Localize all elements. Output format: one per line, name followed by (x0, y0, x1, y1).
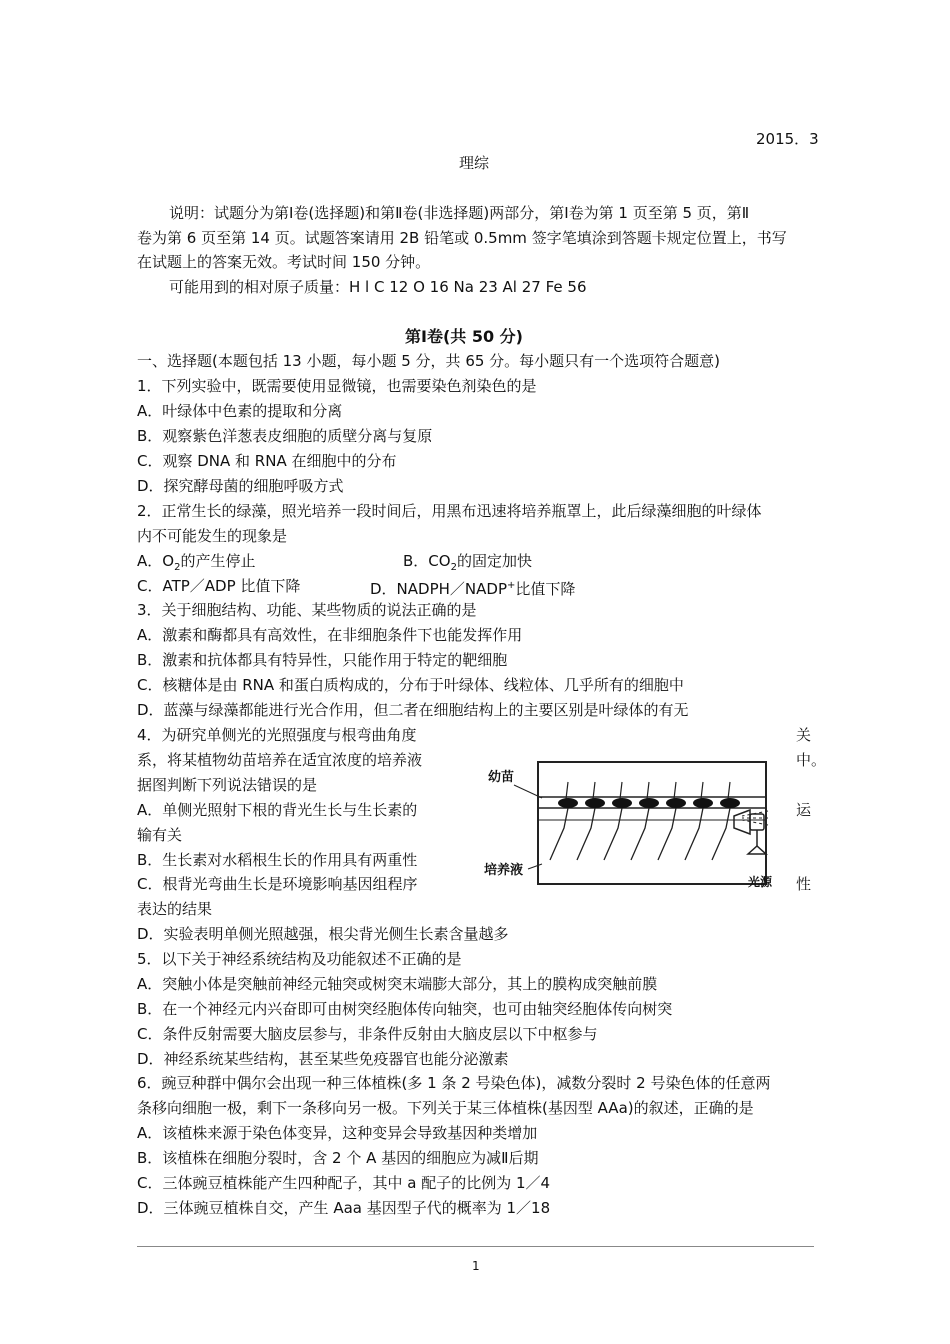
q3-stem: 3．关于细胞结构、功能、某些物质的说法正确的是 (137, 601, 477, 619)
q2-stem-line-2: 内不可能发生的现象是 (137, 527, 288, 545)
q5-option-d: D．神经系统某些结构，甚至某些免疫器官也能分泌激素 (137, 1050, 509, 1068)
q2-option-a: A．$O_2$的产生停止 (137, 552, 256, 573)
q4-stem-line-2-tail: 中。 (796, 751, 827, 769)
atomic-masses: 可能用到的相对原子质量：H l C 12 O 16 Na 23 Al 27 Fe 56 (169, 278, 587, 296)
q4-option-c-line-1-tail: 性 (796, 875, 812, 893)
q4-stem-line-3: 据图判断下列说法错误的是 (137, 776, 318, 794)
q4-option-c-line-2: 表达的结果 (137, 900, 213, 918)
q6-option-b: B．该植株在细胞分裂时，含 2 个 A 基因的细胞应为减Ⅱ后期 (137, 1149, 539, 1167)
q1-option-b: B．观察紫色洋葱表皮细胞的质壁分离与复原 (137, 427, 433, 445)
q6-stem-line-1: 6．豌豆种群中偶尔会出现一种三体植株(多 1 条 2 号染色体)，减数分裂时 2 号染色体的任意两 (137, 1074, 771, 1092)
instructions-line-1: 说明：试题分为第Ⅰ卷(选择题)和第Ⅱ卷(非选择题)两部分，第Ⅰ卷为第 1 页至第 5 页，第Ⅱ (169, 204, 750, 222)
q5-option-c: C．条件反射需要大脑皮层参与，非条件反射由大脑皮层以下中枢参与 (137, 1025, 598, 1043)
page-number: 1 (472, 1259, 480, 1273)
bent-roots (550, 808, 730, 860)
q6-option-a: A．该植株来源于染色体变异，这种变异会导致基因种类增加 (137, 1124, 538, 1142)
instructions-line-3: 在试题上的答案无效。考试时间 150 分钟。 (137, 253, 431, 271)
q4-option-a-line-1-tail: 运 (796, 801, 812, 819)
q3-option-d: D．蓝藻与绿藻都能进行光合作用，但二者在细胞结构上的主要区别是叶绿体的有无 (137, 701, 689, 719)
exam-date: 2015．3 (756, 130, 819, 148)
q4-stem-line-2: 系，将某植物幼苗培养在适宜浓度的培养液 (137, 751, 423, 769)
part-one-heading: 一、选择题(本题包括 13 小题，每小题 5 分，共 65 分。每小题只有一个选项符合题意) (137, 352, 721, 370)
q4-option-d: D．实验表明单侧光照越强，根尖背光侧生长素含量越多 (137, 925, 509, 943)
q2-option-b: B．$CO_2$的固定加快 (403, 552, 532, 573)
instructions-line-2: 卷为第 6 页至第 14 页。试题答案请用 2B 铅笔或 0.5mm 签字笔填涂到答题卡规定位置上，书写 (137, 229, 787, 247)
section-title: 第Ⅰ卷(共 50 分) (405, 327, 523, 346)
solution-label-pointer (528, 864, 542, 869)
q4-stem-line-1-tail: 关 (796, 726, 812, 744)
q1-option-a: A．叶绿体中色素的提取和分离 (137, 402, 343, 420)
q5-stem: 5．以下关于神经系统结构及功能叙述不正确的是 (137, 950, 462, 968)
subject-title: 理综 (459, 154, 490, 172)
q2-stem-line-1: 2．正常生长的绿藻，照光培养一段时间后，用黑布迅速将培养瓶罩上，此后绿藻细胞的叶绿体 (137, 502, 762, 520)
q3-option-b: B．激素和抗体都具有特异性，只能作用于特定的靶细胞 (137, 651, 508, 669)
q4-option-a-line-1: A．单侧光照射下根的背光生长与生长素的 (137, 801, 418, 819)
q2-option-d: D．NADPH／NADP+比值下降 (370, 580, 576, 598)
solution-label: 培养液 (484, 863, 524, 878)
q2-option-c: C．ATP／ADP 比值下降 (137, 577, 301, 595)
q1-option-c: C．观察 DNA 和 RNA 在细胞中的分布 (137, 452, 397, 470)
q6-option-c: C．三体豌豆植株能产生四种配子，其中 a 配子的比例为 1／4 (137, 1174, 551, 1192)
seedling-label: 幼苗 (488, 770, 515, 785)
q6-stem-line-2: 条移向细胞一极，剩下一条移向另一极。下列关于某三体植株(基因型 AAa)的叙述，正确的是 (137, 1099, 754, 1117)
q5-option-b: B．在一个神经元内兴奋即可由树突经胞体传向轴突，也可由轴突经胞体传向树突 (137, 1000, 673, 1018)
q1-option-d: D．探究酵母菌的细胞呼吸方式 (137, 477, 344, 495)
light-source-label: 光源 (748, 875, 773, 888)
q1-stem: 1．下列实验中，既需要使用显微镜，也需要染色剂染色的是 (137, 377, 537, 395)
q4-option-b: B．生长素对水稻根生长的作用具有两重性 (137, 851, 418, 869)
q5-option-a: A．突触小体是突触前神经元轴突或树突末端膨大部分，其上的膜构成突触前膜 (137, 975, 658, 993)
q4-stem-line-1: 4．为研究单侧光的光照强度与根弯曲角度 (137, 726, 417, 744)
q4-option-c-line-1: C．根背光弯曲生长是环境影响基因组程序 (137, 875, 418, 893)
seed-row (558, 798, 740, 808)
lamp-icon (732, 808, 776, 856)
footer-divider (137, 1246, 814, 1247)
q3-option-c: C．核糖体是由 RNA 和蛋白质构成的，分布于叶绿体、线粒体、几乎所有的细胞中 (137, 676, 684, 694)
q6-option-d: D．三体豌豆植株自交，产生 Aaa 基因型子代的概率为 1／18 (137, 1199, 551, 1217)
q3-option-a: A．激素和酶都具有高效性，在非细胞条件下也能发挥作用 (137, 626, 523, 644)
q4-option-a-line-2: 输有关 (137, 826, 183, 844)
